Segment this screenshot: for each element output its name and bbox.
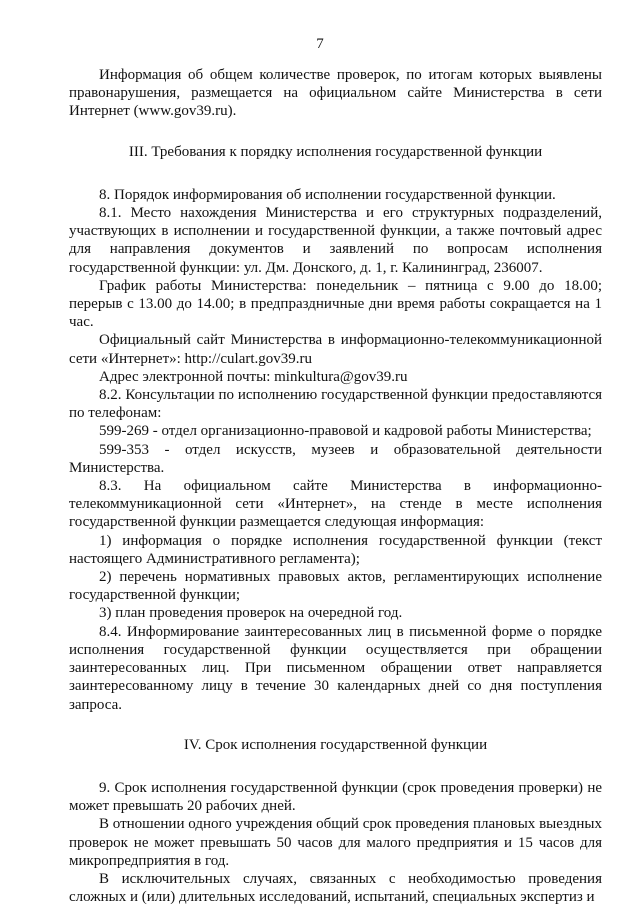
paragraph-email: Адрес электронной почты: minkultura@gov39.ru bbox=[99, 368, 408, 385]
paragraph-schedule: График работы Министерства: понедельник – пятница с 9.00 до 18.00; перерыв с 13.00 до 14.00; в предпраздничные дни время работы сокращается на 1 час. bbox=[69, 277, 602, 331]
paragraph-9-planned: В отношении одного учреждения общий срок проведения плановых выездных проверок не может превышать 50 часов для малого предприятия и 15 часов для микропредприятия в год. bbox=[69, 816, 602, 869]
paragraph-phone-1: 599-269 - отдел организационно-правовой и кадровой работы Министерства; bbox=[99, 423, 592, 440]
page-number: 7 bbox=[316, 36, 324, 52]
paragraph-website: Официальный сайт Министерства в информационно-телекоммуникационной сети «Интернет»: http://culart.gov39.ru bbox=[69, 332, 602, 367]
paragraph-9: 9. Срок исполнения государственной функции (срок проведения проверки) не может превышать 20 рабочих дней. bbox=[69, 779, 602, 815]
section-heading-iv: IV. Срок исполнения государственной функции bbox=[183, 736, 488, 753]
page-content bbox=[69, 66, 602, 906]
paragraph-8-1: 8.1. Место нахождения Министерства и его структурных подразделений, участвующих в исполнении и государственной функции, а также почтовый адрес для направления документов и заявлений по вопросам исполнения государственной функции: ул. Дм. Донского, д. 1, г. Калининград, 236007. bbox=[69, 205, 602, 276]
paragraph-8: 8. Порядок информирования об исполнении государственной функции. bbox=[99, 186, 556, 203]
paragraph-inspection-info: Информация об общем количестве проверок, по итогам которых выявлены правонарушения, размещается на официальном сайте Министерства в сети Интернет (www.gov39.ru). bbox=[69, 67, 602, 120]
list-item-2: 2) перечень нормативных правовых актов, регламентирующих исполнение государственной функции; bbox=[69, 569, 602, 604]
paragraph-8-4: 8.4. Информирование заинтересованных лиц в письменной форме о порядке исполнения государственной функции осуществляется при обращении заинтересованных лиц. При письменном обращении ответ направляется заинтересованному лицу в течение 30 календарных дней со дня поступления запроса. bbox=[69, 623, 602, 713]
paragraph-8-3: 8.3. На официальном сайте Министерства в информационно-телекоммуникационной сети «Интернет», на стенде в месте исполнения государственной функции размещается следующая информация: bbox=[69, 478, 602, 531]
list-item-1: 1) информация о порядке исполнения государственной функции (текст настоящего Административного регламента); bbox=[69, 532, 602, 567]
paragraph-9-exceptional: В исключительных случаях, связанных с необходимостью проведения сложных и (или) длительных исследований, испытаний, специальных экспертиз и bbox=[69, 870, 602, 906]
paragraph-phone-2: 599-353 - отдел искусств, музеев и образовательной деятельности Министерства. bbox=[69, 441, 602, 476]
paragraph-8-2: 8.2. Консультации по исполнению государственной функции предоставляются по телефонам: bbox=[69, 387, 602, 422]
section-heading-iii: III. Требования к порядку исполнения государственной функции bbox=[128, 143, 543, 160]
list-item-3: 3) план проведения проверок на очередной год. bbox=[99, 605, 403, 622]
